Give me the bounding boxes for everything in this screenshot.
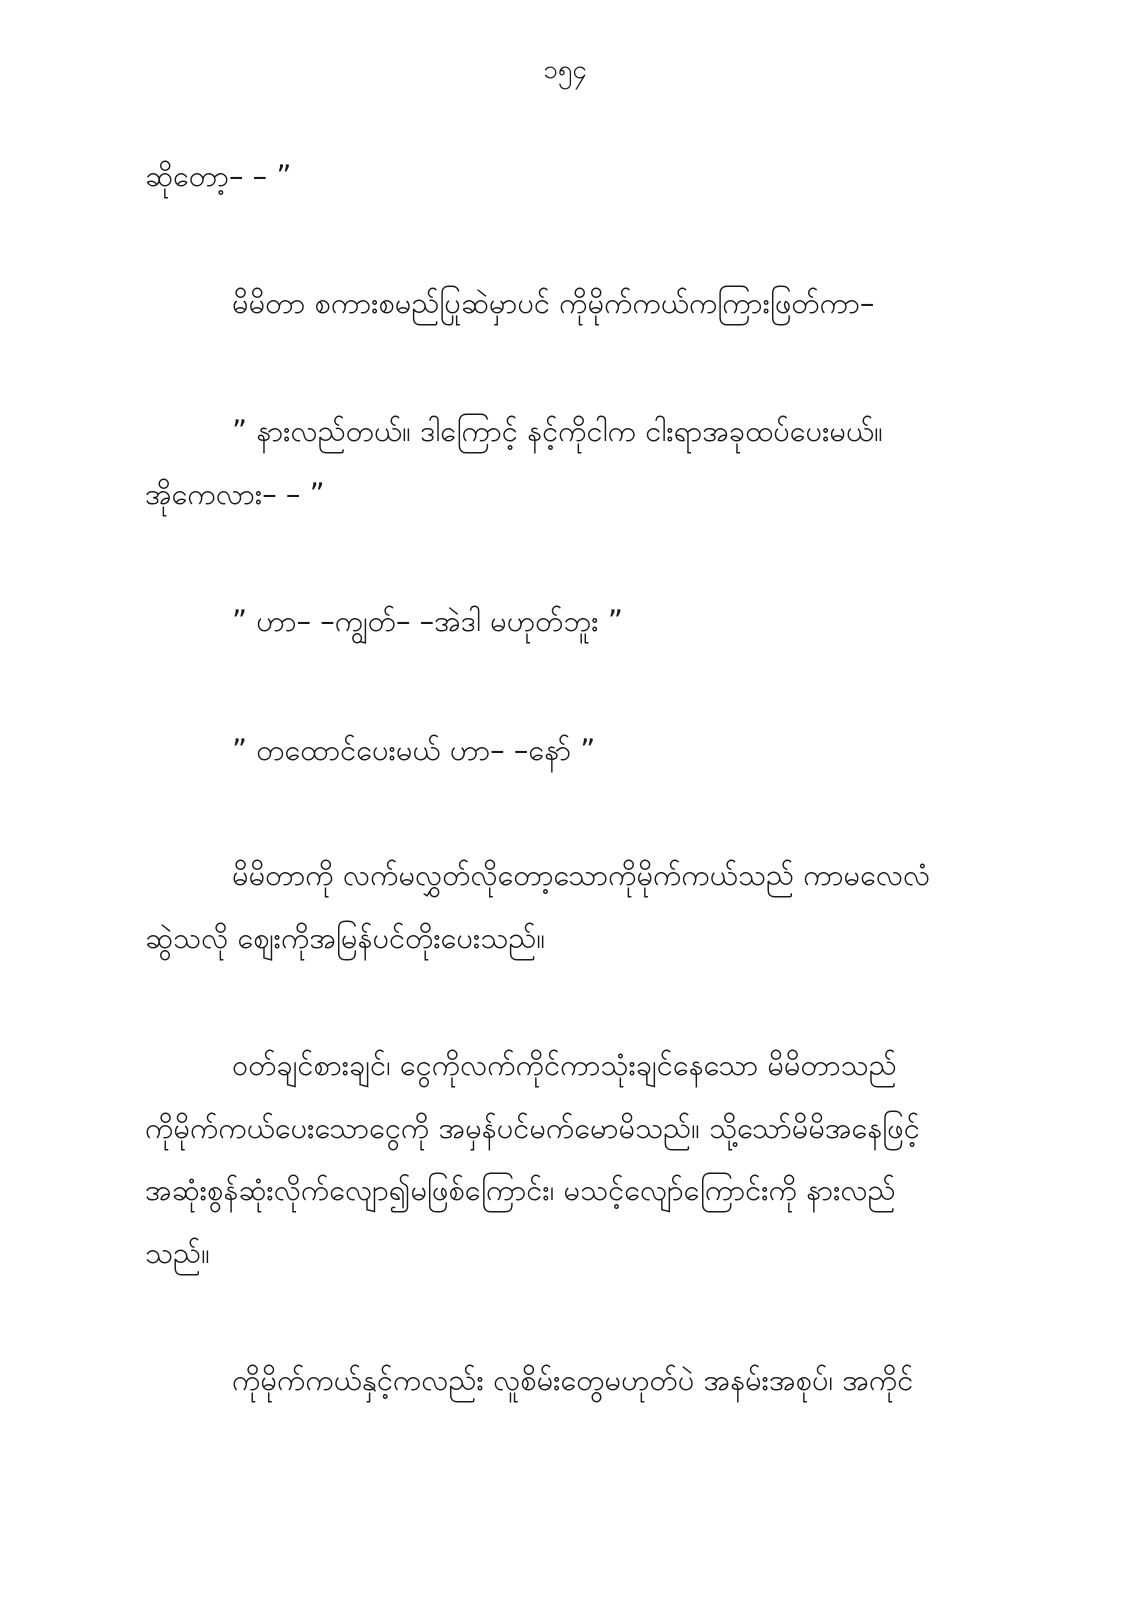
text-line: ” နားလည်တယ်။ ဒါကြောင့် နင့်ကိုငါက ငါးရာအခုထပ်ပေးမယ်။	[232, 414, 883, 448]
text-line: ကိုမိုက်ကယ်ပေးသောငွေကို အမှန်ပင်မက်မောမိသည်။ သို့သော်မိမိအနေဖြင့်	[145, 1111, 920, 1145]
text-line: မိမိတာကို လက်မလွှတ်လိုတော့သောကိုမိုက်ကယ်သည် ကာမလေလံ	[232, 858, 931, 892]
text-line: အိုကေလား– – ”	[145, 477, 325, 511]
text-line: ” တထောင်ပေးမယ် ဟာ– –နော် ”	[232, 733, 596, 767]
text-line: ဝတ်ချင်စားချင်၊ ငွေကိုလက်ကိုင်ကာသုံးချင်နေသော မိမိတာသည်	[232, 1048, 897, 1082]
text-line: ဆိုတော့– – ”	[145, 159, 292, 193]
page-number: ၁၅၄	[543, 55, 587, 85]
text-line: ကိုမိုက်ကယ်နှင့်ကလည်း လူစိမ်းတွေမဟုတ်ပဲ အနမ်းအစုပ်၊ အကိုင်	[232, 1363, 914, 1397]
text-line: ဆွဲသလို ဈေးကိုအမြန်ပင်တိုးပေးသည်။	[145, 921, 546, 955]
text-line: မိမိတာ စကားစမည်ပြုဆဲမှာပင် ကိုမိုက်ကယ်ကကြားဖြတ်ကာ–	[232, 286, 875, 320]
text-line: သည်။	[145, 1236, 210, 1270]
text-line: အဆုံးစွန်ဆုံးလိုက်လျော၍မဖြစ်ကြောင်း၊ မသင့်လျော်ကြောင်းကို နားလည်	[145, 1173, 896, 1207]
text-line: ” ဟာ– –ကျွတ်– –အဲဒါ မဟုတ်ဘူး ”	[232, 604, 623, 638]
